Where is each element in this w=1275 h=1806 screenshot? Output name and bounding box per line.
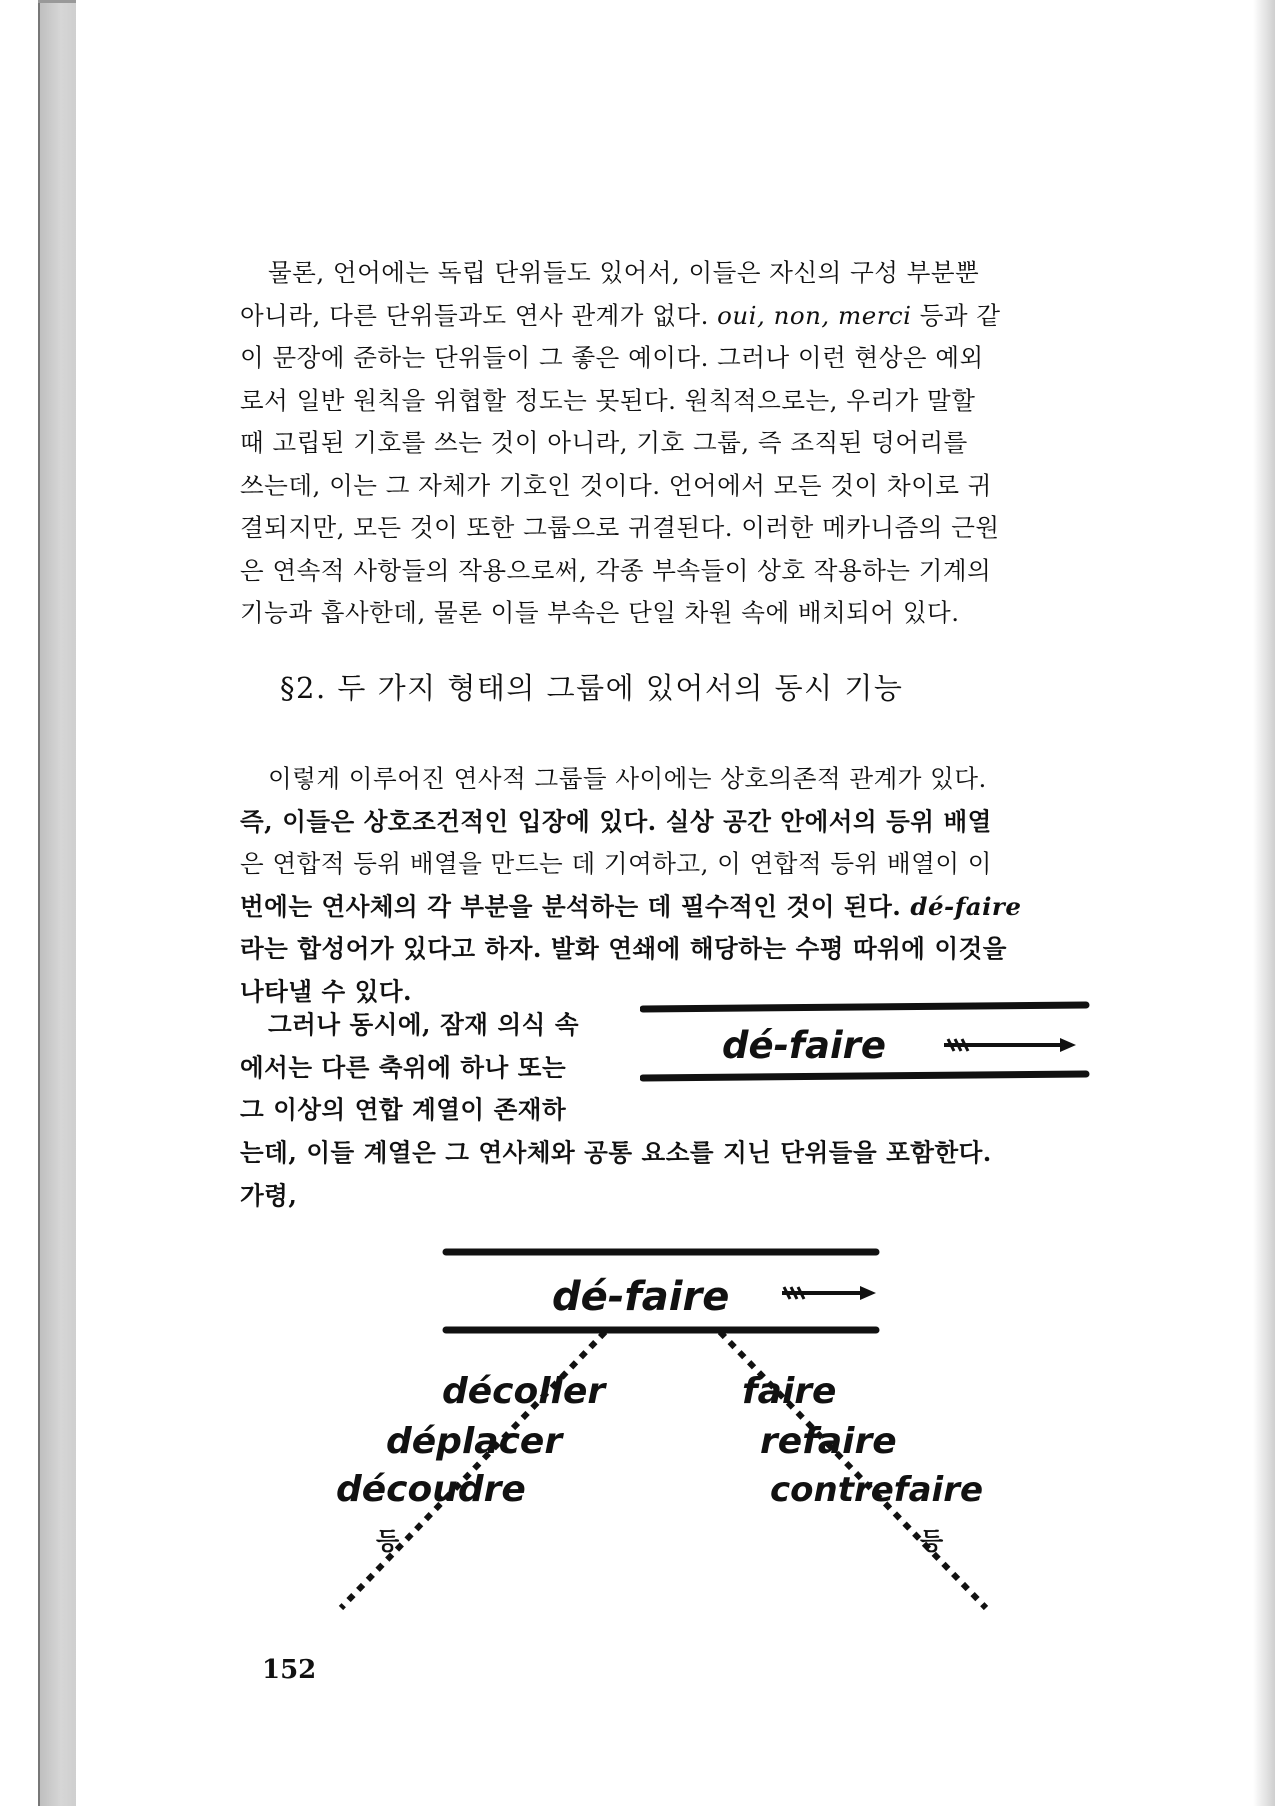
text-line: 즉, 이들은 상호조건적인 입장에 있다. 실상 공간 안에서의 등위 배열: [240, 806, 992, 836]
book-spine-edge: [38, 0, 40, 1806]
right-etc-label: 등: [920, 1527, 944, 1555]
left-series-word: découdre: [336, 1469, 526, 1510]
section-heading: §2. 두 가지 형태의 그룹에 있어서의 동시 기능: [280, 671, 904, 705]
page-edge-shadow: [1253, 0, 1275, 1806]
page-number: 152: [262, 1655, 317, 1685]
text-line: 결되지만, 모든 것이 또한 그룹으로 귀결된다. 이러한 메카니즘의 근원: [240, 513, 1000, 542]
text-line: 라는 합성어가 있다고 하자. 발화 연쇄에 해당하는 수평 따위에 이것을: [240, 934, 1007, 963]
upper-rule: [643, 1005, 1086, 1009]
diagram-center-word: dé-faire: [552, 1274, 730, 1320]
arrow-icon: [944, 1038, 1076, 1052]
text-line: 는데, 이들 계열은 그 연사체와 공통 요소를 지닌 단위들을 포함한다.: [240, 1138, 992, 1167]
text-line: 이렇게 이루어진 연사적 그룹들 사이에는 상호의존적 관계가 있다.: [268, 764, 987, 793]
text-line: 물론, 언어에는 독립 단위들도 있어서, 이들은 자신의 구성 부분뿐: [268, 258, 980, 287]
arrow-icon: [782, 1286, 876, 1300]
syntagm-diagram: [640, 995, 1100, 1095]
text-line: 로서 일반 원칙을 위협할 정도는 못된다. 원칙적으로는, 우리가 말할: [240, 385, 976, 415]
right-series-word: faire: [742, 1371, 837, 1412]
text-line: 기능과 흡사한데, 물론 이들 부속은 단일 차원 속에 배치되어 있다.: [240, 598, 960, 627]
right-series-word: contrefaire: [770, 1470, 984, 1510]
left-series-word: décoller: [442, 1371, 606, 1412]
wrapped-paragraph: [240, 1004, 648, 1132]
associative-series-diagram: [330, 1240, 1010, 1620]
text-line: 때 고립된 기호를 쓰는 것이 아니라, 기호 그룹, 즉 조직된 덩어리를: [240, 428, 968, 457]
diagram-word: dé-faire: [722, 1024, 887, 1067]
text-line: 그러나 동시에, 잠재 의식 속: [268, 1010, 579, 1039]
text-line: 아니라, 다른 단위들과도 연사 관계가 없다. oui, non, merci 등과 같: [240, 300, 1001, 330]
lower-rule: [643, 1074, 1086, 1078]
tail-paragraph: [240, 1132, 1120, 1217]
text-line: 에서는 다른 축위에 하나 또는: [240, 1052, 567, 1082]
text-line: 번에는 연사체의 각 부분을 분석하는 데 필수적인 것이 된다. dé-faire: [240, 891, 1022, 921]
left-series-word: déplacer: [386, 1421, 563, 1462]
book-spine: [38, 0, 77, 1806]
paragraph-1: [240, 252, 1120, 635]
left-etc-label: 등: [376, 1527, 400, 1555]
right-series-word: refaire: [760, 1421, 897, 1462]
text-line: 그 이상의 연합 계열이 존재하: [240, 1095, 567, 1124]
text-line: 이 문장에 준하는 단위들이 그 좋은 예이다. 그러나 이런 현상은 예외: [240, 343, 984, 372]
paragraph-2: [240, 758, 1120, 1013]
text-line: 은 연합적 등위 배열을 만드는 데 기여하고, 이 연합적 등위 배열이 이: [240, 849, 992, 878]
text-line: 은 연속적 사항들의 작용으로써, 각종 부속들이 상호 작용하는 기계의: [240, 555, 992, 585]
text-line: 쓰는데, 이는 그 자체가 기호인 것이다. 언어에서 모든 것이 차이로 귀: [240, 470, 992, 500]
text-line: 나타낼 수 있다.: [240, 976, 413, 1006]
text-line: 가령,: [240, 1180, 298, 1210]
